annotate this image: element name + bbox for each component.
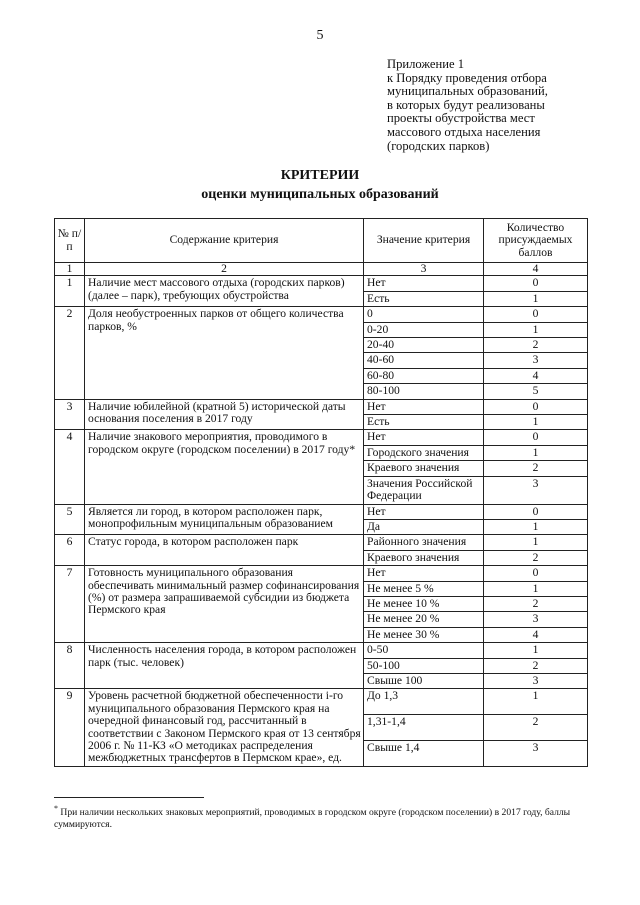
criterion-text: Уровень расчетной бюджетной обеспеченности i-го муниципального образования Пермского края на очередной финансовый год, рассчитанный в соответствии с Законом Пермского края от 13 сентября 2006 г. № 11-КЗ «О методиках распределения межбюджетных трансфертов в Пермском крае», ед. <box>85 689 364 766</box>
criterion-score: 1 <box>484 689 588 715</box>
criterion-value: Нет <box>364 504 484 519</box>
appendix-line: к Порядку проведения отбора <box>387 70 547 85</box>
criterion-score: 2 <box>484 461 588 476</box>
criterion-value: 50-100 <box>364 658 484 673</box>
criterion-value: 20-40 <box>364 338 484 353</box>
criterion-score: 0 <box>484 430 588 445</box>
criterion-text: Наличие знакового мероприятия, проводимого в городском округе (городском поселении) в 2017 году* <box>85 430 364 504</box>
table-row <box>55 430 588 445</box>
criterion-score: 5 <box>484 384 588 399</box>
criterion-value: Свыше 1,4 <box>364 741 484 767</box>
document-title: КРИТЕРИИ <box>280 168 360 183</box>
criterion-value: Нет <box>364 276 484 291</box>
criterion-score: 0 <box>484 276 588 291</box>
criterion-value: Не менее 30 % <box>364 627 484 642</box>
document-subtitle: оценки муниципальных образований <box>201 187 439 202</box>
table-header-row <box>55 219 588 263</box>
criterion-value: Не менее 10 % <box>364 596 484 611</box>
criterion-score: 2 <box>484 658 588 673</box>
page-number: 5 <box>316 28 324 43</box>
criterion-text: Наличие мест массового отдыха (городских парков) (далее – парк), требующих обустройства <box>85 276 364 307</box>
criterion-score: 1 <box>484 291 588 306</box>
criterion-score: 1 <box>484 643 588 658</box>
footnote <box>54 803 594 830</box>
criterion-value: До 1,3 <box>364 689 484 715</box>
criterion-score: 3 <box>484 476 588 504</box>
criterion-score: 2 <box>484 596 588 611</box>
footnote-divider <box>54 797 204 798</box>
criterion-value: 1,31-1,4 <box>364 715 484 741</box>
criterion-number: 4 <box>55 430 85 504</box>
criterion-score: 1 <box>484 581 588 596</box>
table-row <box>55 307 588 322</box>
table-row <box>55 504 588 519</box>
header-value: Значение критерия <box>364 219 484 263</box>
table-row <box>55 535 588 550</box>
table-row <box>55 399 588 414</box>
criterion-value: Нет <box>364 430 484 445</box>
criterion-score: 0 <box>484 307 588 322</box>
criterion-score: 0 <box>484 504 588 519</box>
criterion-number: 6 <box>55 535 85 566</box>
footnote-marker: * <box>54 804 58 813</box>
header-content: Содержание критерия <box>85 219 364 263</box>
criterion-number: 3 <box>55 399 85 430</box>
index-cell: 1 <box>55 263 85 276</box>
footnote-text: При наличии нескольких знаковых мероприятий, проводимых в городском округе (городском поселении) в 2017 году, баллы суммируются. <box>54 807 571 830</box>
appendix-line: муниципальных образований, <box>387 84 548 99</box>
criterion-score: 4 <box>484 368 588 383</box>
index-cell: 2 <box>85 263 364 276</box>
criterion-text: Численность населения города, в котором расположен парк (тыс. человек) <box>85 643 364 689</box>
criterion-text: Статус города, в котором расположен парк <box>85 535 364 566</box>
criterion-value: Значения Российской Федерации <box>364 476 484 504</box>
criterion-score: 1 <box>484 519 588 534</box>
criterion-value: Не менее 5 % <box>364 581 484 596</box>
criterion-number: 1 <box>55 276 85 307</box>
criterion-value: Нет <box>364 566 484 581</box>
criterion-value: Не менее 20 % <box>364 612 484 627</box>
table-row <box>55 689 588 715</box>
criterion-text: Готовность муниципального образования обеспечивать минимальный размер софинансирования (%) от размера запрашиваемой субсидии из бюджета Пермского края <box>85 566 364 643</box>
criterion-value: Районного значения <box>364 535 484 550</box>
criterion-value: 0-20 <box>364 322 484 337</box>
criterion-score: 3 <box>484 741 588 767</box>
criterion-value: 40-60 <box>364 353 484 368</box>
criterion-value: 80-100 <box>364 384 484 399</box>
criterion-score: 1 <box>484 415 588 430</box>
appendix-line: Приложение 1 <box>387 57 465 71</box>
criterion-value: Да <box>364 519 484 534</box>
appendix-line: в которых будут реализованы <box>387 97 545 112</box>
criterion-score: 3 <box>484 353 588 368</box>
criterion-score: 1 <box>484 535 588 550</box>
criterion-score: 0 <box>484 399 588 414</box>
criterion-number: 5 <box>55 504 85 535</box>
appendix-line: проекты обустройства мест <box>387 111 535 126</box>
criterion-value: 0 <box>364 307 484 322</box>
criterion-score: 3 <box>484 612 588 627</box>
criterion-text: Наличие юбилейной (кратной 5) исторической даты основания поселения в 2017 году <box>85 399 364 430</box>
criterion-score: 4 <box>484 627 588 642</box>
criterion-score: 2 <box>484 338 588 353</box>
table-row <box>55 643 588 658</box>
header-score: Количество присуждаемых баллов <box>484 219 588 263</box>
criterion-score: 2 <box>484 715 588 741</box>
criterion-score: 1 <box>484 445 588 460</box>
criterion-value: 60-80 <box>364 368 484 383</box>
criterion-text: Является ли город, в котором расположен парк, монопрофильным муниципальным образованием <box>85 504 364 535</box>
criterion-score: 0 <box>484 566 588 581</box>
criterion-value: Краевого значения <box>364 461 484 476</box>
header-num: № п/п <box>55 219 85 263</box>
index-cell: 4 <box>484 263 588 276</box>
appendix-note <box>387 58 627 153</box>
criterion-number: 8 <box>55 643 85 689</box>
column-index-row <box>55 263 588 276</box>
appendix-line: массового отдыха населения <box>387 124 541 139</box>
criterion-value: Свыше 100 <box>364 673 484 688</box>
appendix-line: (городских парков) <box>387 138 490 153</box>
criterion-value: Есть <box>364 415 484 430</box>
criterion-value: Краевого значения <box>364 550 484 565</box>
criterion-value: Есть <box>364 291 484 306</box>
table-row <box>55 276 588 291</box>
index-cell: 3 <box>364 263 484 276</box>
table-row <box>55 566 588 581</box>
criteria-table <box>54 218 588 767</box>
criterion-value: Нет <box>364 399 484 414</box>
criterion-text: Доля необустроенных парков от общего количества парков, % <box>85 307 364 399</box>
criterion-score: 3 <box>484 673 588 688</box>
criterion-number: 2 <box>55 307 85 399</box>
criterion-number: 9 <box>55 689 85 766</box>
criterion-score: 2 <box>484 550 588 565</box>
criterion-score: 1 <box>484 322 588 337</box>
criterion-value: Городского значения <box>364 445 484 460</box>
criterion-number: 7 <box>55 566 85 643</box>
criterion-value: 0-50 <box>364 643 484 658</box>
